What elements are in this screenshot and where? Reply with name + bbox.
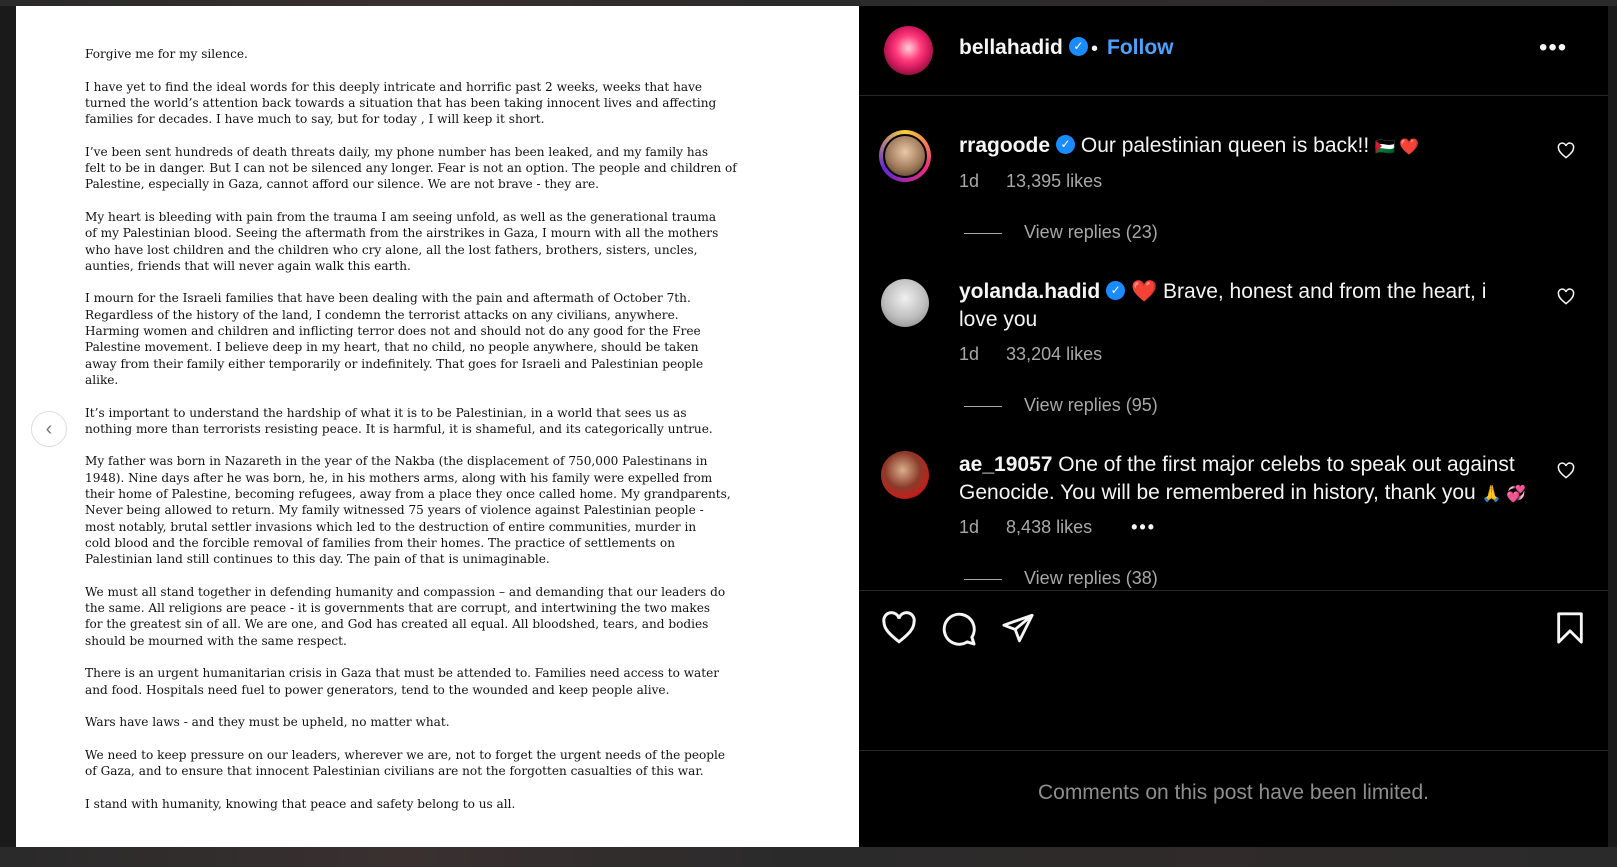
- comment-body: [959, 132, 1529, 162]
- author-username[interactable]: [959, 36, 1088, 60]
- carousel-prev-button[interactable]: [31, 411, 67, 447]
- save-bookmark-icon[interactable]: [1555, 611, 1585, 650]
- comment-likes[interactable]: 33,204 likes: [1006, 344, 1103, 364]
- like-comment-heart-icon[interactable]: [1557, 462, 1575, 485]
- comment-meta: [959, 171, 1124, 192]
- comment-likes[interactable]: 13,395 likes: [1006, 171, 1103, 191]
- comment-options-icon[interactable]: •••: [1131, 517, 1157, 537]
- letter-paragraph: I have yet to find the ideal words for this deeply intricate and horrific past 2 weeks, weeks that have turned the world’s attention back towards a situation that has been taking innocent lives and affecting families for decades. I have much to say, but for today , I will keep it short.: [85, 79, 717, 127]
- view-replies-label[interactable]: View replies (23): [1024, 222, 1158, 242]
- comment-username[interactable]: ae_19057: [959, 453, 1053, 476]
- comment-meta: [959, 517, 1178, 538]
- like-comment-heart-icon[interactable]: [1557, 288, 1575, 311]
- view-replies-label[interactable]: View replies (38): [1024, 568, 1158, 588]
- comment-username[interactable]: yolanda.hadid: [959, 280, 1101, 303]
- more-options-icon[interactable]: •••: [1539, 34, 1568, 61]
- comment-body: [959, 278, 1529, 334]
- post-image: [16, 6, 859, 847]
- commenter-avatar[interactable]: [881, 279, 929, 327]
- verified-badge-icon: ✓: [1056, 135, 1075, 154]
- comment-emoji: 🙏 💞: [1481, 486, 1526, 503]
- background-strip-bottom: [0, 847, 1617, 867]
- comment-meta: [959, 344, 1124, 365]
- chevron-left-icon: ‹: [45, 417, 53, 440]
- verified-badge-icon: ✓: [1069, 37, 1088, 56]
- commenter-avatar-story-ring[interactable]: [879, 130, 931, 182]
- comment-text: ❤️ Brave, honest and from the heart, i love you: [959, 280, 1487, 331]
- post-actions-bar: [859, 590, 1608, 751]
- letter-paragraph: My heart is bleeding with pain from the trauma I am seeing unfold, as well as the generational trauma of my Palestinian blood. Seeing the aftermath from the airstrikes in Gaza, I mourn with all the mothers who have lost children and the children who cry alone, all the lost fathers, brothers, sisters, uncles, aunties, friends that will never again walk this earth.: [85, 209, 719, 273]
- view-replies-button[interactable]: [964, 222, 1158, 243]
- post-header: [859, 6, 1608, 96]
- commenter-avatar: [883, 134, 927, 178]
- comments-limited-notice: Comments on this post have been limited.: [1037, 781, 1430, 804]
- author-avatar[interactable]: [884, 26, 933, 75]
- comment-time: 1d: [959, 517, 980, 537]
- post-sidebar: [859, 6, 1608, 847]
- commenter-avatar[interactable]: [881, 451, 929, 499]
- comment-text: One of the first major celebs to speak out against Genocide. You will be remembered in history, thank you: [959, 453, 1515, 504]
- like-heart-icon[interactable]: [881, 611, 917, 649]
- letter-paragraph: There is an urgent humanitarian crisis in Gaza that must be attended to. Families need access to water and food. Hospitals need fuel to power generators, tend to the wounded and keep people alive.: [85, 666, 720, 697]
- comments-list: [859, 96, 1608, 596]
- letter-paragraph: I stand with humanity, knowing that peace and safety belong to us all.: [85, 796, 516, 811]
- post-modal: [16, 6, 1608, 847]
- comment-bubble-icon[interactable]: [941, 611, 977, 652]
- letter-paragraph: We need to keep pressure on our leaders, wherever we are, not to forget the urgent needs of the people of Gaza, and to ensure that innocent Palestinian civilians are not the forgotten casualties of this war.: [85, 747, 726, 779]
- comment-emoji: 🇵🇸 ❤️: [1375, 139, 1420, 156]
- comment-time: 1d: [959, 171, 980, 191]
- replies-divider: [964, 579, 1002, 580]
- verified-badge-icon: ✓: [1106, 281, 1125, 300]
- author-username-text[interactable]: bellahadid: [959, 36, 1063, 59]
- comment-text: Our palestinian queen is back!!: [1080, 134, 1376, 157]
- comment-time: 1d: [959, 344, 980, 364]
- letter-paragraph: I mourn for the Israeli families that have been dealing with the pain and aftermath of October 7th. Regardless of the history of the land, I condemn the terrorist attacks on any civilians, anywhere. Harming women and children and inflicting terror does not and should not do any good for the Free Palestine movement. I believe deep in my heart, that no child, no people anywhere, should be taken away from their family either temporarily or indefinitely. That goes for Israeli and Palestinian people alike.: [85, 291, 704, 387]
- like-comment-heart-icon[interactable]: [1557, 142, 1575, 165]
- separator-dot: •: [1091, 38, 1099, 60]
- comments-limited-bar: [859, 750, 1608, 848]
- comment-body: [959, 451, 1539, 509]
- letter-paragraph: We must all stand together in defending humanity and compassion – and demanding that our leaders do the same. All religions are peace - it is governments that are corrupt, and intertwining the two makes for the greatest sin of all. We are one, and God has created all equal. All bloodshed, tears, and bodies should be mourned with the same respect.: [85, 584, 726, 648]
- view-replies-label[interactable]: View replies (95): [1024, 395, 1158, 415]
- letter-paragraph: I’ve been sent hundreds of death threats daily, my phone number has been leaked, and my family has felt to be in danger. But I can not be silenced any longer. Fear is not an option. The people and children of Palestine, especially in Gaza, cannot afford our silence. We are not brave - they are.: [85, 144, 737, 192]
- replies-divider: [964, 233, 1002, 234]
- comment-likes[interactable]: 8,438 likes: [1006, 517, 1093, 537]
- follow-button[interactable]: Follow: [1107, 36, 1174, 59]
- letter-paragraph: My father was born in Nazareth in the year of the Nakba (the displacement of 750,000 Palestinans in 1948). Nine days after he was born, he, in his mothers arms, along with his family were expelled from their home of Palestine, becoming refugees, away from a place they once called home. My grandparents, Never being allowed to return. My family witnessed 75 years of violence against Palestinian people - most notably, brutal settler invasions which led to the destruction of entire communities, murder in cold blood and the forcible removal of families from their homes. The practice of settlements on Palestinian land still continues to this day. The pain of that is unimaginable.: [85, 454, 731, 567]
- comment-username[interactable]: rragoode: [959, 134, 1051, 157]
- letter-text: [85, 46, 795, 828]
- share-paper-plane-icon[interactable]: [1001, 611, 1035, 650]
- letter-paragraph: Forgive me for my silence.: [85, 47, 248, 61]
- replies-divider: [964, 406, 1002, 407]
- letter-paragraph: Wars have laws - and they must be upheld, no matter what.: [85, 715, 450, 730]
- view-replies-button[interactable]: [964, 395, 1158, 416]
- view-replies-button[interactable]: [964, 568, 1158, 589]
- letter-paragraph: It’s important to understand the hardship of what it is to be Palestinian, in a world that sees us as nothing more than terrorists resisting peace. It is harmful, it is shameful, and its categorically untrue.: [85, 405, 713, 436]
